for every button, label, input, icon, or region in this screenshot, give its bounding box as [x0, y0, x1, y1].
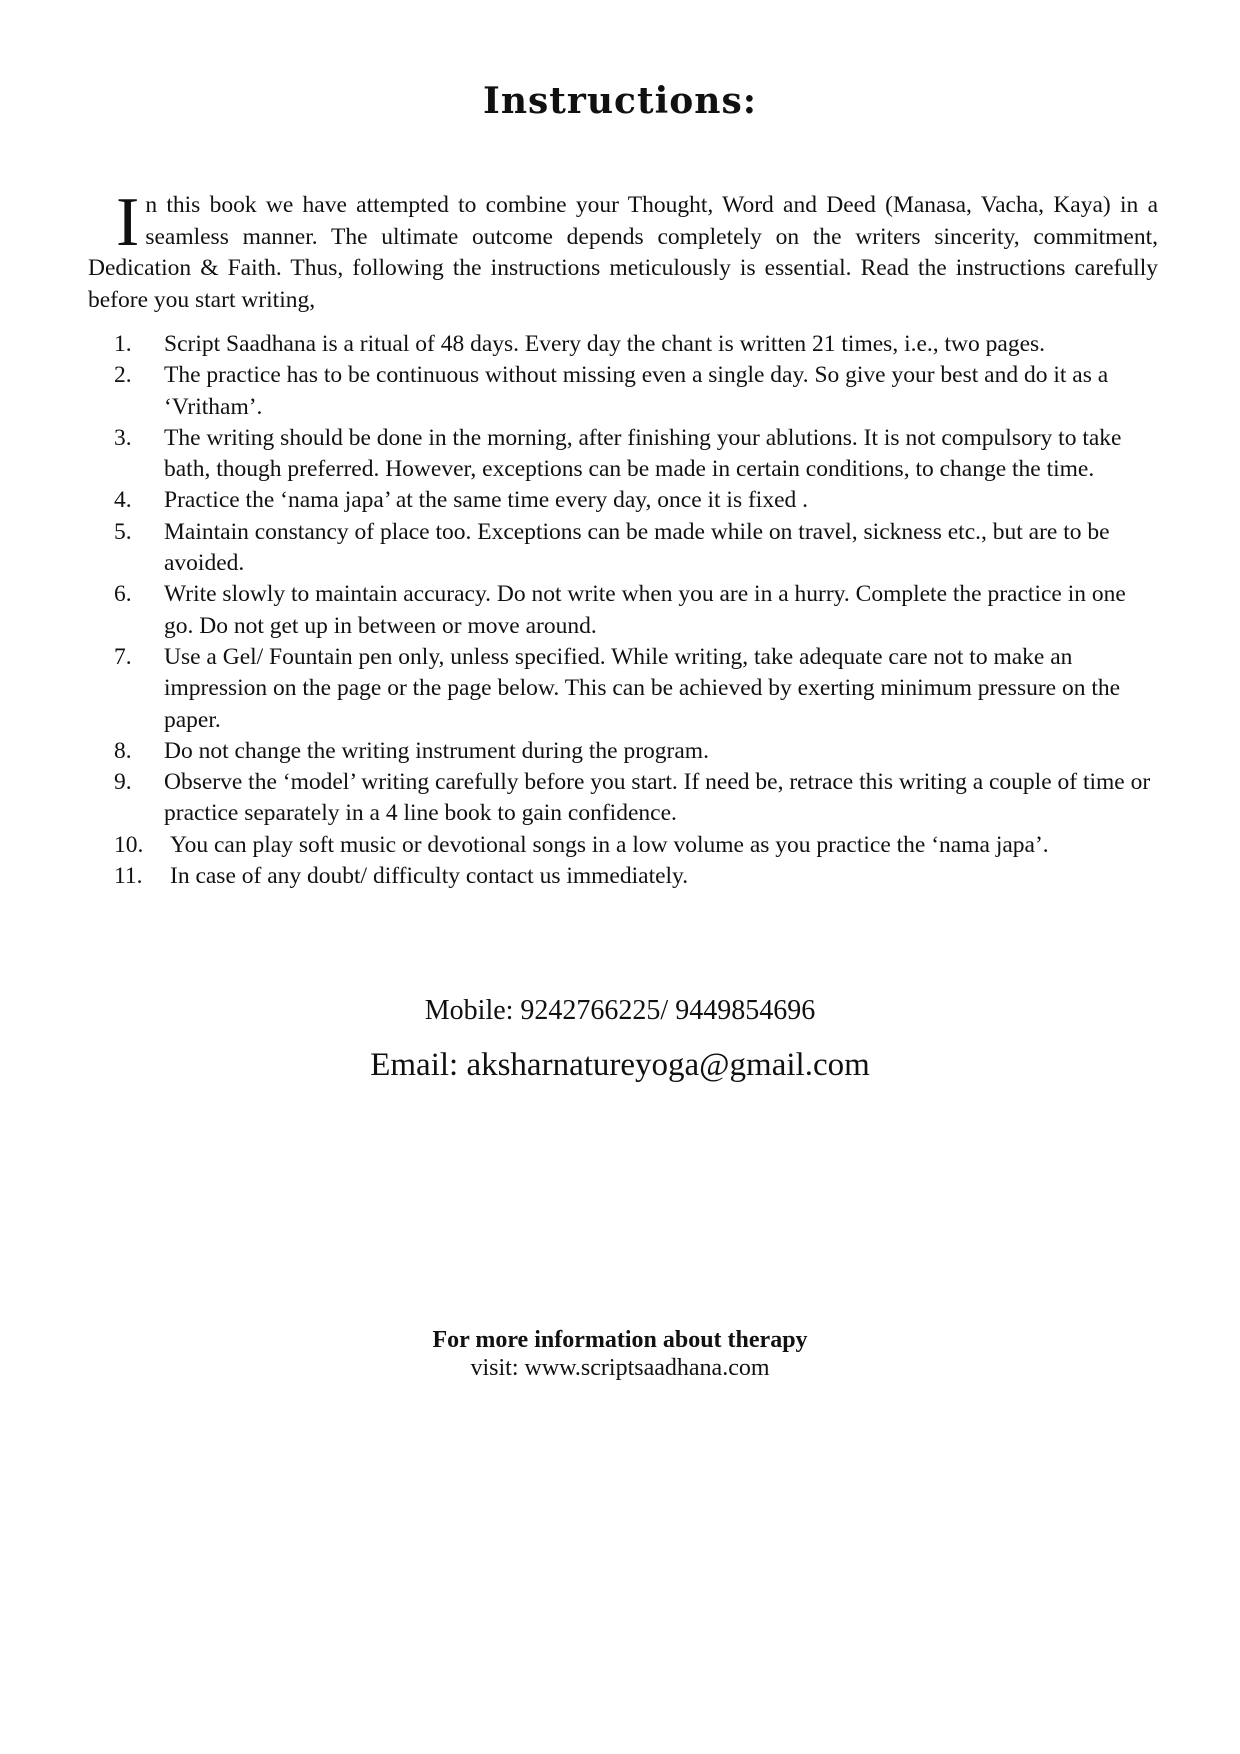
list-item-text: Maintain constancy of place too. Exceptions can be made while on travel, sickness etc., but are to be avoided. — [164, 518, 1110, 577]
contact-email: Email: aksharnatureyoga@gmail.com — [370, 1047, 870, 1083]
list-item-number: 9. — [114, 769, 132, 796]
footer-website: visit: www.scriptsaadhana.com — [470, 1355, 770, 1381]
list-item — [114, 329, 1158, 360]
list-item-number: 8. — [114, 737, 132, 764]
list-item-text: In case of any doubt/ difficulty contact us immediately. — [170, 863, 689, 890]
list-item — [114, 485, 1158, 516]
list-item-text: Observe the ‘model’ writing carefully before you start. If need be, retrace this writing a couple of time or practice separately in a 4 line book to gain confidence. — [164, 769, 1151, 827]
list-item-text: You can play soft music or devotional songs in a low volume as you practice the ‘nama japa’. — [170, 831, 1049, 858]
list-item-text: Write slowly to maintain accuracy. Do not write when you are in a hurry. Complete the practice in one go. Do not get up in between or move around. — [164, 581, 1126, 639]
list-item-text: Script Saadhana is a ritual of 48 days. Every day the chant is written 21 times, i.e., two pages. — [164, 331, 1046, 357]
footer-heading: For more information about therapy — [432, 1327, 808, 1353]
list-item-number: 7. — [114, 643, 132, 670]
list-item-number: 6. — [114, 581, 132, 608]
list-item — [114, 830, 1158, 861]
list-item-number: 3. — [114, 424, 132, 451]
list-item-number: 4. — [114, 487, 132, 514]
page-title: Instructions: — [482, 80, 758, 122]
list-item-text: Practice the ‘nama japa’ at the same time every day, once it is fixed . — [164, 487, 809, 514]
list-item-text: The practice has to be continuous without missing even a single day. So give your best and do it as a ‘Vritham’. — [164, 362, 1109, 420]
drop-cap: I — [116, 184, 140, 261]
list-item — [114, 517, 1158, 580]
list-item-text: The writing should be done in the morning, after finishing your ablutions. It is not compulsory to take bath, though preferred. However, exceptions can be made in certain conditions, to change the time. — [164, 424, 1122, 483]
list-item — [114, 360, 1158, 423]
list-item — [114, 642, 1158, 736]
list-item-number: 11. — [114, 863, 143, 890]
list-item-number: 2. — [114, 362, 132, 389]
list-item — [114, 579, 1158, 642]
instructions-list — [114, 329, 1158, 892]
list-item-text: Do not change the writing instrument during the program. — [164, 737, 709, 764]
intro-paragraph — [88, 184, 1158, 316]
list-item — [114, 861, 1158, 892]
list-item — [114, 767, 1158, 830]
list-item-text: Use a Gel/ Fountain pen only, unless specified. While writing, take adequate care not to make an impression on the page or the page below. This can be achieved by exerting minimum pressure on the paper. — [164, 643, 1121, 733]
list-item — [114, 736, 1158, 767]
intro-text: n this book we have attempted to combine your Thought, Word and Deed (Manasa, Vacha, Kaya) in a seamless manner. The ultimate outcome depends completely on the writers sincerity, commitment, Dedication & Faith. Thus, following the instructions meticulously is essential. Read the instructions carefully before you start writing, — [88, 192, 1158, 313]
contact-mobile: Mobile: 9242766225/ 9449854696 — [424, 995, 816, 1026]
list-item-number: 1. — [114, 331, 132, 357]
list-item-number: 10. — [114, 831, 144, 858]
list-item-number: 5. — [114, 518, 132, 545]
list-item — [114, 423, 1158, 486]
